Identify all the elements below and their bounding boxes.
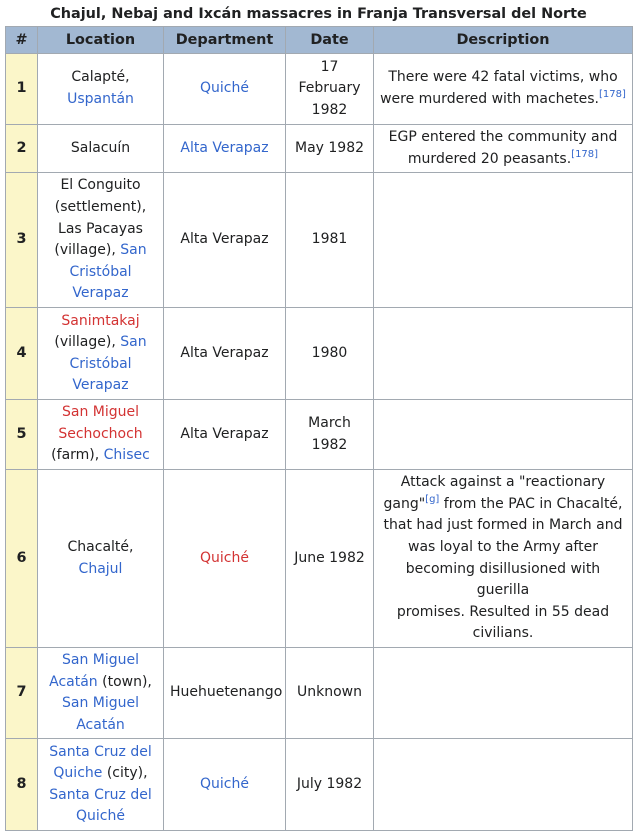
description-text: murdered 20 peasants. [407, 150, 572, 167]
location-link[interactable]: Acatán [49, 673, 98, 690]
reference-link[interactable]: [g] [425, 493, 440, 505]
date-cell: 1980 [286, 308, 374, 400]
date-cell: June 1982 [286, 470, 374, 648]
row-number: 3 [6, 173, 38, 308]
department-cell [164, 125, 286, 173]
description-text: from the PAC in Chacalté, [439, 495, 623, 512]
description-cell [374, 400, 633, 470]
department-link[interactable]: Quiché [200, 80, 249, 97]
location-link[interactable]: San [120, 242, 147, 259]
location-redlink[interactable]: Sanimtakaj [61, 312, 140, 329]
department-link[interactable]: Alta Verapaz [180, 139, 269, 156]
description-cell [374, 54, 633, 125]
location-text: Chacalté, [67, 538, 134, 555]
department-cell: Huehuetenango [164, 647, 286, 738]
header-number[interactable]: # [6, 27, 38, 54]
massacre-table-container [5, 0, 632, 831]
location-text: Calapté, [71, 69, 130, 86]
location-link[interactable]: Uspantán [67, 91, 134, 107]
department-cell: Alta Verapaz [164, 173, 286, 308]
table-row [6, 125, 633, 173]
location-cell [38, 470, 164, 648]
location-link[interactable]: Verapaz [72, 377, 129, 394]
table-row [6, 400, 633, 470]
description-text: EGP entered the community and [388, 129, 618, 145]
department-cell [164, 54, 286, 125]
date-cell: July 1982 [286, 739, 374, 831]
department-cell: Alta Verapaz [164, 400, 286, 470]
description-text: was loyal to the Army after [408, 538, 598, 555]
description-text: Attack against a "reactionary [400, 474, 606, 491]
table-row [6, 739, 633, 831]
location-redlink[interactable]: San Miguel [61, 404, 140, 421]
date-cell: May 1982 [286, 125, 374, 173]
description-text: becoming disillusioned with guerilla [405, 560, 601, 599]
location-link[interactable]: Santa Cruz del [49, 743, 152, 760]
header-location[interactable]: Location [38, 27, 164, 54]
location-cell [38, 125, 164, 173]
description-text: civilians. [472, 625, 534, 642]
location-link[interactable]: Cristóbal [69, 263, 132, 280]
location-text: (village), [54, 334, 116, 351]
location-link[interactable]: San Miguel [61, 651, 140, 668]
table-row [6, 173, 633, 308]
table-row [6, 54, 633, 125]
location-cell [38, 647, 164, 738]
location-link[interactable]: San [120, 334, 147, 351]
location-link[interactable]: Verapaz [72, 285, 129, 302]
description-text: promises. Resulted in 55 dead [396, 603, 610, 620]
date-cell [286, 54, 374, 125]
header-date[interactable]: Date [286, 27, 374, 54]
location-text: (city), [106, 765, 148, 782]
description-cell [374, 470, 633, 648]
location-text: (village), [54, 242, 116, 259]
row-number: 7 [6, 647, 38, 738]
location-text: Salacuín [70, 139, 131, 156]
description-text: were murdered with machetes. [380, 91, 599, 107]
department-cell [164, 739, 286, 831]
location-link[interactable]: Chisec [103, 447, 150, 464]
description-cell [374, 173, 633, 308]
table-caption: Chajul, Nebaj and Ixcán massacres in Franja Transversal del Norte [50, 6, 587, 22]
location-cell [38, 400, 164, 470]
location-cell [38, 308, 164, 400]
location-text: (farm), [51, 447, 100, 464]
date-text: 1982 [311, 101, 348, 118]
description-text: gang" [383, 495, 426, 512]
table-row [6, 470, 633, 648]
location-link[interactable]: Santa Cruz del [49, 786, 152, 803]
location-cell [38, 173, 164, 308]
location-text: El Conguito [60, 177, 141, 194]
location-text: (settlement), [54, 199, 147, 215]
location-link[interactable]: Chajul [78, 560, 123, 577]
row-number: 6 [6, 470, 38, 648]
row-number: 8 [6, 739, 38, 831]
header-description[interactable]: Description [374, 27, 633, 54]
location-text: (town), [102, 673, 152, 690]
date-text: 1982 [311, 436, 348, 453]
description-cell [374, 647, 633, 738]
table-row [6, 308, 633, 400]
location-redlink[interactable]: Sechochoch [58, 425, 143, 442]
description-cell [374, 125, 633, 173]
location-link[interactable]: Cristóbal [69, 355, 132, 372]
date-cell: 1981 [286, 173, 374, 308]
location-link[interactable]: Acatán [76, 716, 125, 733]
location-text: Las Pacayas [58, 220, 143, 237]
table-row [6, 647, 633, 738]
description-text: There were 42 fatal victims, who [388, 69, 618, 86]
location-link[interactable]: Quiché [76, 808, 125, 825]
department-link[interactable]: Quiché [200, 776, 249, 793]
date-cell: Unknown [286, 647, 374, 738]
row-number: 2 [6, 125, 38, 173]
department-cell [164, 470, 286, 648]
massacre-table [5, 26, 633, 831]
department-cell: Alta Verapaz [164, 308, 286, 400]
location-cell [38, 739, 164, 831]
date-text: 17 [320, 58, 339, 75]
location-link[interactable]: Quiche [53, 765, 103, 782]
row-number: 1 [6, 54, 38, 125]
department-redlink[interactable]: Quiché [200, 549, 249, 566]
row-number: 4 [6, 308, 38, 400]
date-cell [286, 400, 374, 470]
description-text: that had just formed in March and [383, 517, 623, 534]
date-text: February [298, 80, 361, 97]
location-cell [38, 54, 164, 125]
date-text: March [308, 415, 351, 432]
header-department[interactable]: Department [164, 27, 286, 54]
description-cell [374, 308, 633, 400]
reference-link[interactable]: [178] [571, 148, 599, 160]
row-number: 5 [6, 400, 38, 470]
reference-link[interactable]: [178] [599, 89, 626, 100]
description-cell [374, 739, 633, 831]
location-link[interactable]: San Miguel [61, 695, 140, 712]
header-row [6, 27, 633, 54]
